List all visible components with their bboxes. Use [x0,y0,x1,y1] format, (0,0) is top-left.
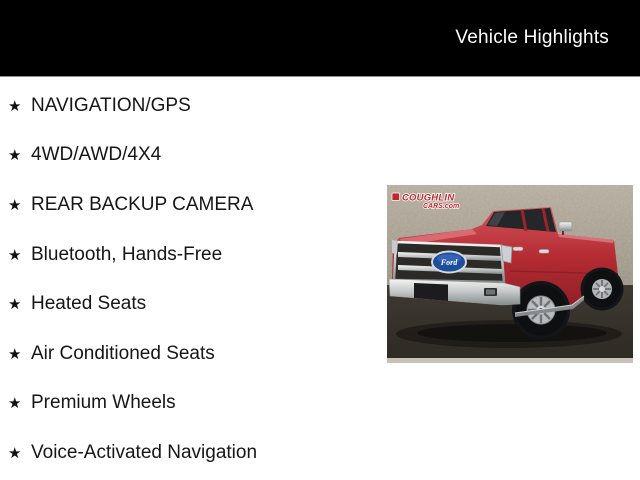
star-icon: ★ [8,345,22,363]
headlight [501,245,512,263]
highlight-item [8,379,257,429]
star-icon: ★ [8,395,22,413]
star-icon: ★ [8,444,22,462]
highlight-item [8,180,257,230]
ford-logo-icon [432,252,466,273]
star-icon: ★ [8,296,22,314]
highlight-label: REAR BACKUP CAMERA [31,193,254,215]
highlight-item [8,428,257,478]
svg-text:Ford: Ford [440,258,458,267]
highlight-item [8,230,257,280]
highlight-label: Voice-Activated Navigation [31,441,258,463]
star-icon: ★ [8,97,22,115]
watermark-line2: CARS.com [423,203,460,210]
side-mirror [559,222,572,231]
watermark-line1: COUGHLIN [402,192,455,204]
highlight-label: Premium Wheels [31,392,176,414]
highlight-item [8,81,257,131]
highlight-item [8,131,257,181]
star-icon: ★ [8,147,22,165]
highlight-label: Bluetooth, Hands-Free [31,243,223,265]
highlights-list [8,81,257,478]
dealer-logo-icon [392,193,400,201]
highlight-item [8,279,257,329]
header-bar [0,0,640,77]
highlight-item [8,329,257,379]
page-title: Vehicle Highlights [455,27,609,48]
highlight-label: Air Conditioned Seats [31,342,215,364]
vehicle-photo-illustration [387,185,633,363]
highlight-label: Heated Seats [31,293,147,315]
highlight-label: NAVIGATION/GPS [31,94,191,116]
star-icon: ★ [8,246,22,264]
star-icon: ★ [8,196,22,214]
vehicle-photo [387,185,633,363]
highlight-label: 4WD/AWD/4X4 [31,144,162,166]
